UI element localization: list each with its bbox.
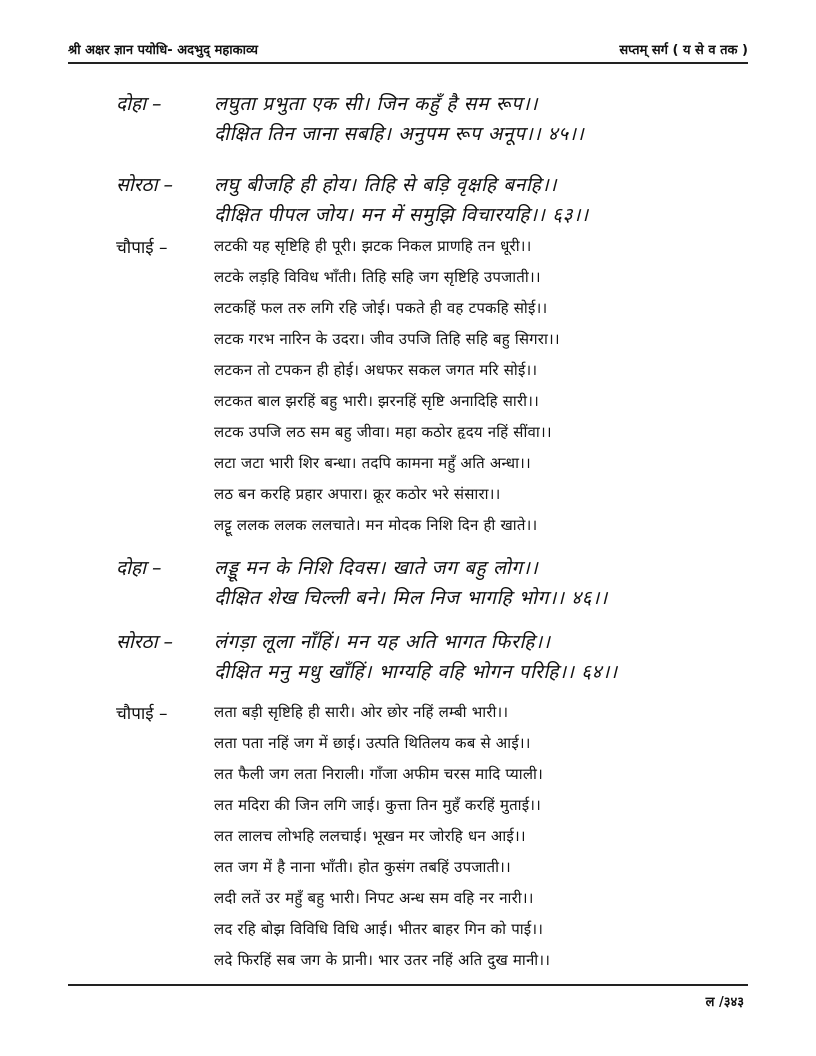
verse-line: लटक उपजि लठ सम बहु जीवा। महा कठोर हृदय नहिं सींवा।। (214, 423, 552, 441)
verse-label: सोरठा – (116, 631, 174, 653)
verse-line: लटकन तो टपकन ही होई। अधफर सकल जगत मरि सोई।। (214, 361, 538, 379)
verse-line: लत मदिरा की जिन लगि जाई। कुत्ता तिन मुहँ करहिं मुताई।। (214, 796, 542, 814)
verse-line: लदे फिरहिं सब जग के प्रानी। भार उतर नहिं अति दुख मानी।। (214, 951, 551, 969)
book-title: श्री अक्षर ज्ञान पयोधि- अदभुद् महाकाव्य (68, 43, 258, 58)
verse-line: लटक गरभ नारिन के उदरा। जीव उपजि तिहि सहि बहु सिगरा।। (214, 330, 560, 348)
footer-rule (68, 984, 748, 986)
page-number: ल /३४३ (705, 995, 744, 1010)
verse-line: लठ बन करहि प्रहार अपारा। क्रूर कठोर भरे संसारा।। (214, 485, 501, 503)
verse-line: लत जग में है नाना भाँती। होत कुसंग तबहिं उपजाती।। (214, 858, 511, 876)
verse-line: लड्डू मन के निशि दिवस। खाते जग बहु लोग।। (214, 557, 539, 579)
verse-line: लटके लड़हि विविध भाँती। तिहि सहि जग सृष्टिहि उपजाती।। (214, 268, 541, 286)
verse-line: लघु बीजहि ही होय। तिहि से बड़ि वृक्षहि बनहि।। (214, 174, 558, 196)
verse-line: लता बड़ी सृष्टिहि ही सारी। ओर छोर नहिं लम्बी भारी।। (214, 703, 509, 721)
verse-line: लंगड़ा लूला नाँहिं। मन यह अति भागत फिरहि।। (214, 631, 551, 653)
verse-line: दीक्षित पीपल जोय। मन में समुझि विचारयहि।। ६३।। (214, 204, 589, 226)
chapter-title: सप्तम् सर्ग ( य से व तक ) (619, 43, 748, 58)
verse-line: लद रहि बोझ विविधि विधि आई। भीतर बाहर गिन को पाई।। (214, 920, 544, 938)
verse-line: दीक्षित तिन जाना सबहि। अनुपम रूप अनूप।। ४५।। (214, 123, 585, 145)
verse-label: चौपाई – (116, 238, 168, 258)
verse-line: लत लालच लोभहि ललचाई। भूखन मर जोरहि धन आई।। (214, 827, 526, 845)
verse-label: चौपाई – (116, 704, 168, 724)
verse-label: दोहा – (116, 93, 162, 115)
verse-line: लत फैली जग लता निराली। गाँजा अफीम चरस मादि प्याली। (214, 765, 543, 783)
verse-line: लट्टू ललक ललक ललचाते। मन मोदक निशि दिन ही खाते।। (214, 516, 538, 534)
verse-line: लटा जटा भारी शिर बन्धा। तदपि कामना महुँ अति अन्धा।। (214, 454, 531, 472)
verse-line: लघुता प्रभुता एक सी। जिन कहुँ है सम रूप।। (214, 93, 539, 115)
verse-line: लटकी यह सृष्टिहि ही पूरी। झटक निकल प्राणहि तन धूरी।। (214, 237, 532, 255)
verse-line: दीक्षित मनु मधु खाँहिं। भाग्यहि वहि भोगन परिहि।। ६४।। (214, 661, 618, 683)
verse-line: लता पता नहिं जग में छाई। उत्पति थितिलय कब से आई।। (214, 734, 531, 752)
verse-line: दीक्षित शेख चिल्ली बने। मिल निज भागहि भोग।। ४६।। (214, 587, 608, 609)
verse-line: लटकहिं फल तरु लगि रहि जोई। पकते ही वह टपकहि सोई।। (214, 299, 548, 317)
verse-label: दोहा – (116, 557, 162, 579)
verse-line: लटकत बाल झरहिं बहु भारी। झरनहिं सृष्टि अनादिहि सारी।। (214, 392, 539, 410)
verse-line: लदी लतें उर महुँ बहु भारी। निपट अन्ध सम वहि नर नारी।। (214, 889, 534, 907)
running-header (68, 36, 748, 64)
verse-label: सोरठा – (116, 174, 174, 196)
